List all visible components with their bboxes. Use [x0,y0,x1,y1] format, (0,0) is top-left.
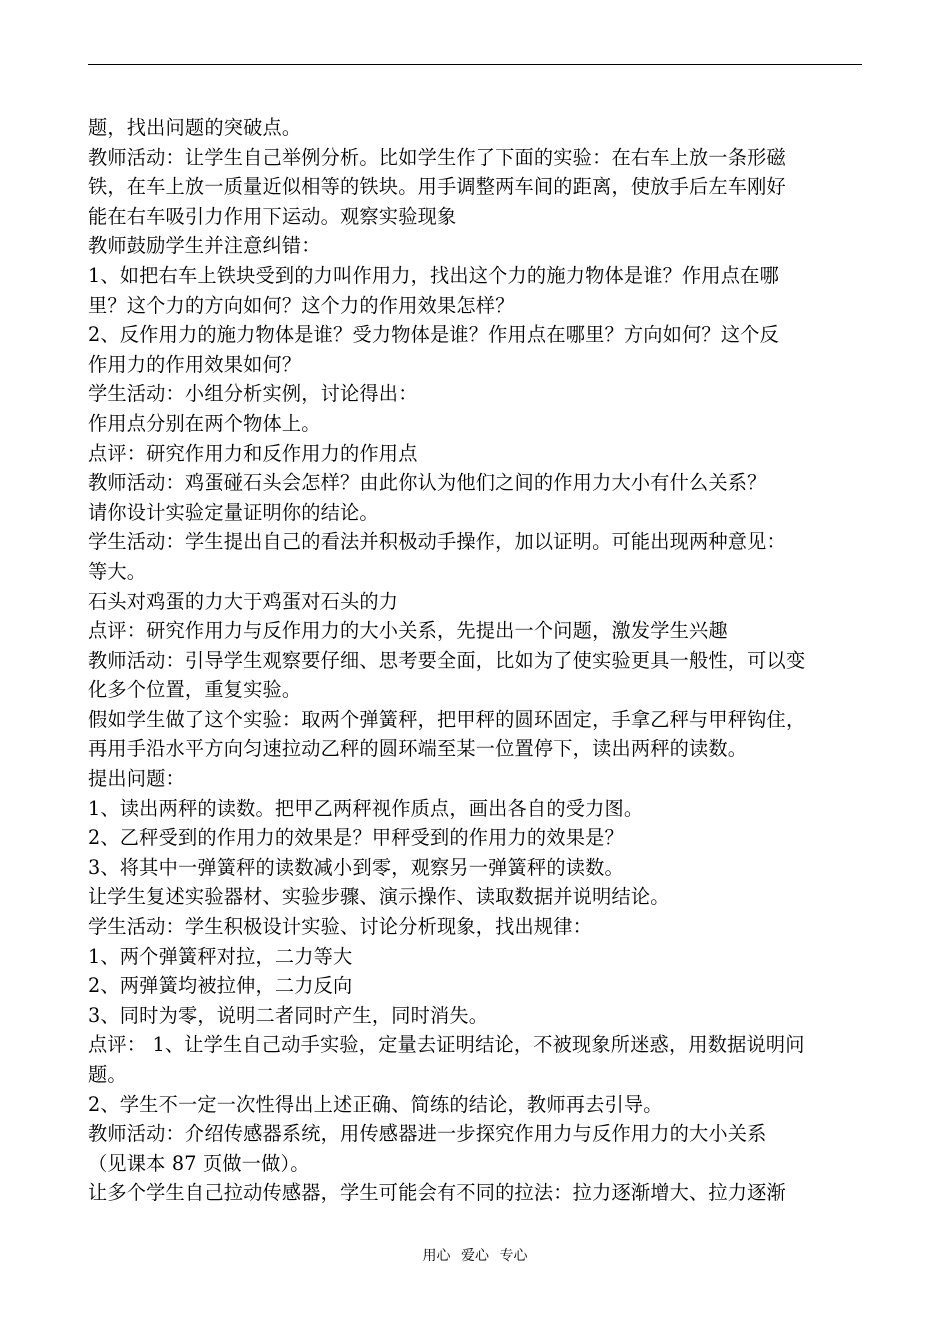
document-body [88,113,866,1208]
text-line: 等大。 [88,559,147,583]
text-line: 2、反作用力的施力物体是谁？受力物体是谁？作用点在哪里？方向如何？这个反 [88,323,779,347]
text-line: 里？这个力的方向如何？这个力的作用效果怎样？ [88,293,515,317]
text-line: 作用点分别在两个物体上。 [88,411,321,435]
text-line: 点评： 1、让学生自己动手实验，定量去证明结论，不被现象所迷惑，用数据说明问 [88,1033,805,1057]
text-line: 作用力的作用效果如何？ [88,352,302,376]
text-line: 教师活动：鸡蛋碰石头会怎样？由此你认为他们之间的作用力大小有什么关系？ [88,471,767,495]
text-line: 教师活动：介绍传感器系统，用传感器进一步探究作用力与反作用力的大小关系 [88,1122,767,1146]
text-line: 1、两个弹簧秤对拉，二力等大 [88,944,353,968]
text-line: 3、同时为零，说明二者同时产生，同时消失。 [88,1003,489,1027]
text-line: 3、将其中一弹簧秤的读数减小到零，观察另一弹簧秤的读数。 [88,855,624,879]
text-line: 学生活动：学生提出自己的看法并积极动手操作，加以证明。可能出现两种意见： [88,530,786,554]
text-line: 石头对鸡蛋的力大于鸡蛋对石头的力 [88,589,399,613]
page-footer: 用心 爱心 专心 [422,1248,528,1264]
text-line: 2、两弹簧均被拉伸，二力反向 [88,974,353,998]
text-line: 2、乙秤受到的作用力的效果是？甲秤受到的作用力的效果是？ [88,826,624,850]
text-line: 让学生复述实验器材、实验步骤、演示操作、读取数据并说明结论。 [88,885,670,909]
text-line: 2、学生不一定一次性得出上述正确、简练的结论，教师再去引导。 [88,1092,663,1116]
text-line: 学生活动：小组分析实例，讨论得出： [88,382,418,406]
text-line: 点评：研究作用力与反作用力的大小关系，先提出一个问题，激发学生兴趣 [88,619,728,643]
text-line: 再用手沿水平方向匀速拉动乙秤的圆环端至某一位置停下，读出两秤的读数。 [88,737,748,761]
text-line: 让多个学生自己拉动传感器，学生可能会有不同的拉法：拉力逐渐增大、拉力逐渐 [88,1181,786,1205]
text-line: 点评：研究作用力和反作用力的作用点 [88,441,418,465]
header-rule [88,64,862,65]
text-line: 教师鼓励学生并注意纠错： [88,234,321,258]
text-line: 1、读出两秤的读数。把甲乙两秤视作质点，画出各自的受力图。 [88,796,644,820]
text-line: 请你设计实验定量证明你的结论。 [88,500,379,524]
text-line: 1、如把右车上铁块受到的力叫作用力，找出这个力的施力物体是谁？作用点在哪 [88,263,779,287]
text-line: 能在右车吸引力作用下运动。观察实验现象 [88,204,457,228]
text-line: 题。 [88,1063,127,1086]
text-line: 铁，在车上放一质量近似相等的铁块。用手调整两车间的距离，使放手后左车刚好 [88,175,786,199]
text-line: （见课本 87 页做一做）。 [88,1151,310,1175]
text-line: 教师活动：让学生自己举例分析。比如学生作了下面的实验：在右车上放一条形磁 [88,145,786,169]
text-line: 假如学生做了这个实验：取两个弹簧秤，把甲秤的圆环固定，手拿乙秤与甲秤钩住， [88,707,806,731]
text-line: 教师活动：引导学生观察要仔细、思考要全面，比如为了使实验更具一般性，可以变 [88,648,806,672]
text-line: 题，找出问题的突破点。 [88,116,302,139]
text-line: 提出问题： [88,767,185,791]
text-line: 化多个位置，重复实验。 [88,678,302,702]
text-line: 学生活动：学生积极设计实验、讨论分析现象，找出规律： [88,915,593,939]
